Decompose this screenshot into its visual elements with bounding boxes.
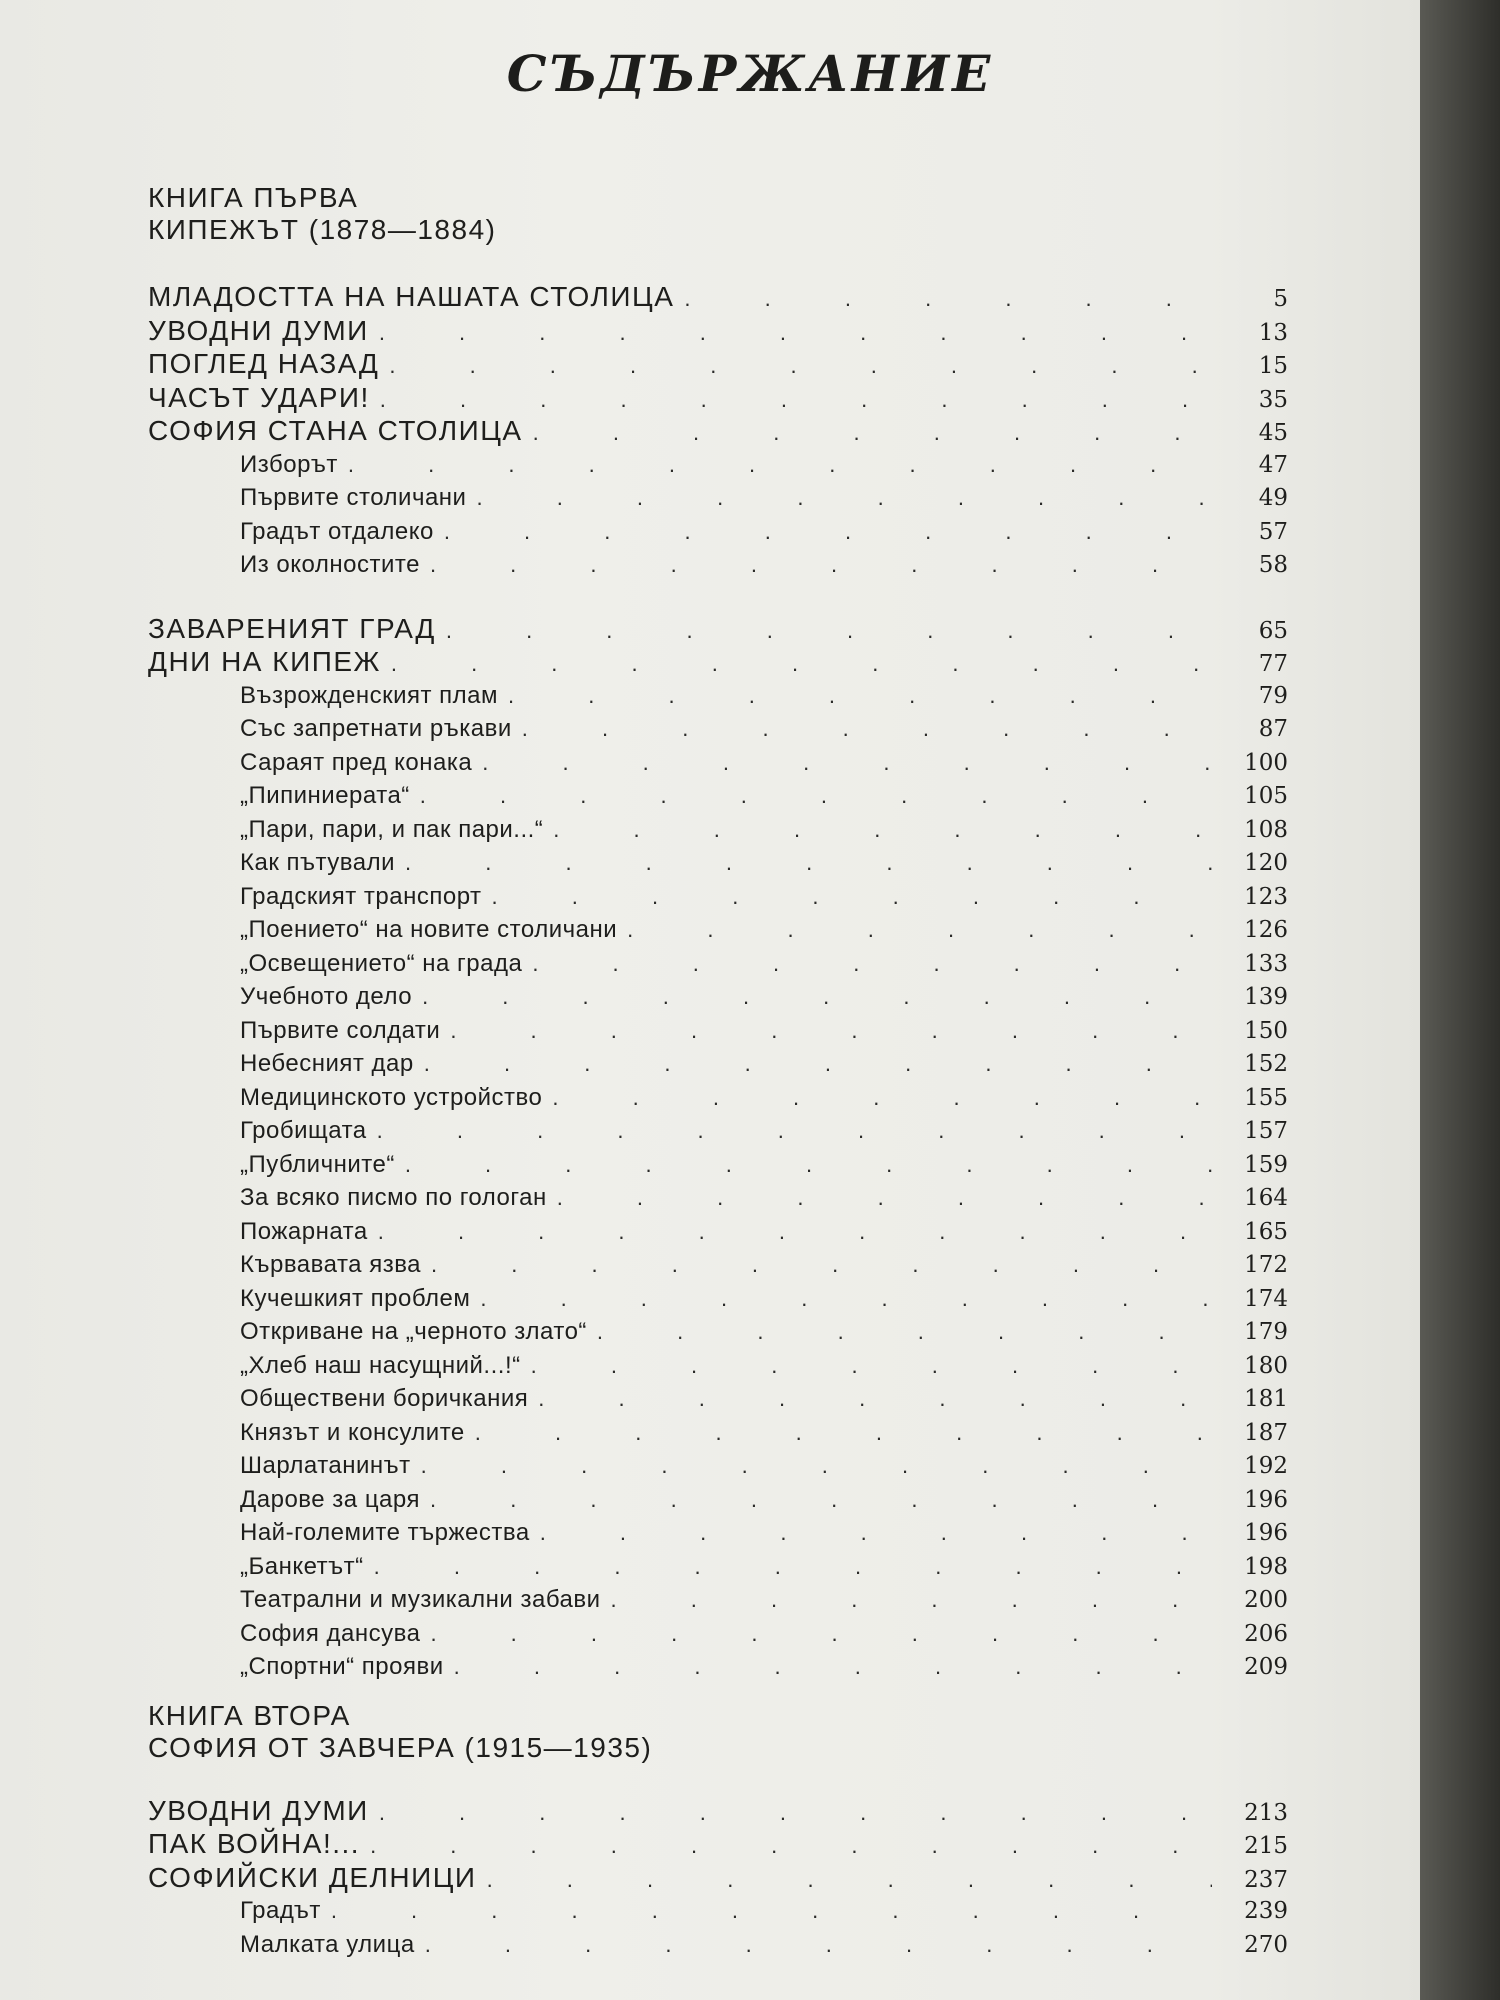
toc-page-number: 155 (1244, 1084, 1288, 1111)
toc-entry (148, 1315, 1288, 1349)
spacer (148, 1684, 1288, 1700)
toc-entry (148, 1047, 1288, 1081)
toc-page-number: 196 (1244, 1486, 1288, 1513)
toc-entry-title: Градът отдалеко (240, 517, 434, 545)
toc-entry (148, 1382, 1288, 1416)
dot-leader (430, 548, 1212, 582)
toc-entry (148, 381, 1288, 415)
toc-entry (148, 980, 1288, 1014)
toc-entry-title: Най-големите тържества (240, 1519, 530, 1546)
dot-leader (627, 913, 1212, 947)
book-one-subtitle: КИПЕЖЪТ (1878—1884) (148, 214, 497, 245)
toc-entry (148, 1282, 1288, 1316)
dot-leader (492, 880, 1212, 914)
toc-page-number: 165 (1244, 1218, 1288, 1245)
dot-leader (424, 1047, 1212, 1081)
toc-entry (148, 1861, 1288, 1895)
toc-entry-title: Пожарната (240, 1217, 368, 1245)
toc-entry (148, 1014, 1288, 1048)
toc-entry-title: Учебното дело (240, 983, 413, 1010)
toc-entry-title: Със запретнати ръкави (240, 715, 512, 742)
toc-page-number: 45 (1258, 420, 1288, 446)
toc-page-number: 35 (1258, 386, 1288, 413)
toc-page-number: 187 (1244, 1419, 1288, 1446)
toc-page-number: 13 (1258, 319, 1288, 346)
dot-leader (540, 1516, 1212, 1550)
toc-entry (148, 1794, 1288, 1828)
toc-page-number: 209 (1244, 1654, 1288, 1680)
toc-page-number: 87 (1258, 716, 1288, 742)
dot-leader (597, 1315, 1212, 1349)
toc-entry-title: Как пътували (240, 849, 395, 876)
toc-page-number: 49 (1258, 485, 1288, 511)
dot-leader (379, 316, 1212, 350)
toc-page-number: 181 (1244, 1386, 1288, 1412)
page-edge-shadow (1420, 0, 1500, 2000)
dot-leader (405, 1148, 1212, 1182)
toc-entry-title: За всяко писмо по гологан (240, 1184, 547, 1211)
toc-page-number: 105 (1244, 783, 1288, 809)
toc-page-number: 120 (1244, 850, 1288, 876)
toc-page-number: 65 (1258, 617, 1288, 644)
toc-entry (148, 1349, 1288, 1383)
toc-page-number: 79 (1258, 682, 1288, 709)
toc-page-number: 108 (1244, 816, 1288, 843)
toc-entry-title: МЛАДОСТТА НА НАШАТА СТОЛИЦА (148, 281, 675, 312)
toc-entry-title: Градският транспорт (240, 882, 482, 910)
dot-leader (374, 1550, 1212, 1584)
toc-entry (148, 448, 1288, 482)
book-two-label: КНИГА ВТОРА (148, 1699, 351, 1731)
dot-leader (391, 647, 1212, 681)
dot-leader (450, 1014, 1212, 1048)
toc-entry (148, 746, 1288, 780)
dot-leader (431, 1248, 1212, 1282)
toc-entry-title: София дансува (240, 1619, 421, 1647)
toc-entry-title: ЗАВАРЕНИЯТ ГРАД (148, 612, 436, 644)
dot-leader (684, 282, 1212, 316)
toc-entry (148, 1248, 1288, 1282)
toc-entry (148, 846, 1288, 880)
toc-entry (148, 1650, 1288, 1684)
toc-entry (148, 1081, 1288, 1115)
toc-group (148, 612, 1288, 1684)
dot-leader (422, 980, 1212, 1014)
toc-entry-title: Първите столичани (240, 484, 467, 511)
dot-leader (444, 515, 1212, 549)
toc-entry (148, 1583, 1288, 1617)
toc-entry-title: Небесният дар (240, 1050, 414, 1077)
toc-entry-title: Театрални и музикални забави (240, 1586, 601, 1613)
dot-leader (454, 1650, 1212, 1684)
dot-leader (532, 947, 1212, 981)
dot-leader (531, 1349, 1212, 1383)
toc-page-number: 172 (1244, 1252, 1288, 1278)
dot-leader (475, 1416, 1212, 1450)
toc-entry-title: „Хлеб наш насущний...!“ (240, 1351, 521, 1379)
toc-entry-title: Сараят пред конака (240, 748, 473, 776)
toc-entry (148, 1449, 1288, 1483)
toc-entry-title: Кучешкият проблем (240, 1284, 471, 1312)
toc-entry (148, 280, 1288, 314)
toc-entry-title: СОФИЙСКИ ДЕЛНИЦИ (148, 1861, 477, 1893)
toc-entry (148, 515, 1288, 549)
spacer (148, 246, 1288, 280)
toc-page-number: 215 (1244, 1833, 1288, 1859)
dot-leader (611, 1583, 1212, 1617)
dot-leader (405, 846, 1212, 880)
toc-entry (148, 1928, 1288, 1962)
toc-page-number: 239 (1244, 1898, 1288, 1924)
toc-page-number: 5 (1273, 286, 1288, 312)
toc-page-number: 47 (1258, 451, 1288, 478)
toc-page-number: 159 (1244, 1151, 1288, 1178)
spacer (148, 582, 1288, 612)
dot-leader (377, 1114, 1212, 1148)
toc-page-number: 213 (1244, 1799, 1288, 1826)
toc-entry (148, 414, 1288, 448)
toc-page-number: 206 (1244, 1620, 1288, 1647)
dot-leader (446, 614, 1212, 648)
toc-entry (148, 1617, 1288, 1651)
toc-entry (148, 712, 1288, 746)
dot-leader (476, 481, 1212, 515)
dot-leader (508, 679, 1212, 713)
toc-page-number: 152 (1244, 1051, 1288, 1077)
toc-entry (148, 314, 1288, 348)
toc-entry (148, 1215, 1288, 1249)
toc-page-number: 180 (1244, 1352, 1288, 1379)
toc-entry-title: Гробищата (240, 1117, 367, 1144)
toc-entry-title: Малката улица (240, 1930, 415, 1958)
spacer (148, 1764, 1288, 1794)
dot-leader (331, 1894, 1212, 1928)
toc-page-number: 164 (1244, 1185, 1288, 1211)
toc-entry-title: Откриване на „черното злато“ (240, 1318, 587, 1345)
toc-page-number: 58 (1258, 552, 1288, 578)
dot-leader (370, 1829, 1212, 1863)
toc-page-number: 150 (1244, 1017, 1288, 1044)
toc-entry (148, 813, 1288, 847)
toc-entry (148, 880, 1288, 914)
dot-leader (421, 1449, 1212, 1483)
dot-leader (430, 1483, 1212, 1517)
dot-leader (430, 1617, 1212, 1651)
toc-entry (148, 1516, 1288, 1550)
toc-entry-title: Медицинското устройство (240, 1083, 543, 1111)
dot-leader (425, 1928, 1212, 1962)
toc-entry-title: ПАК ВОЙНА!... (148, 1828, 361, 1859)
toc-entry (148, 947, 1288, 981)
toc-page-number: 237 (1244, 1866, 1288, 1893)
toc-entry-title: Обществени боричкания (240, 1385, 529, 1412)
toc-entry (148, 913, 1288, 947)
dot-leader (538, 1382, 1212, 1416)
toc-entry (148, 548, 1288, 582)
toc-entry (148, 1114, 1288, 1148)
toc-entry-title: Дарове за царя (240, 1485, 420, 1513)
dot-leader (552, 1081, 1212, 1115)
toc-entry (148, 347, 1288, 381)
dot-leader (522, 712, 1212, 746)
toc-page-number: 270 (1244, 1931, 1288, 1958)
toc-entry-title: „Пари, пари, и пак пари...“ (240, 815, 544, 843)
toc-entry (148, 1550, 1288, 1584)
dot-leader (487, 1863, 1212, 1897)
toc-page-number: 139 (1244, 984, 1288, 1010)
toc-entry (148, 1483, 1288, 1517)
toc-page-number: 174 (1244, 1285, 1288, 1312)
toc-entry-title: СОФИЯ СТАНА СТОЛИЦА (148, 415, 523, 446)
dot-leader (480, 1282, 1212, 1316)
toc-entry-title: ДНИ НА КИПЕЖ (148, 646, 381, 677)
toc-page-number: 126 (1244, 917, 1288, 943)
toc-entry-title: „Пипиниерата“ (240, 782, 410, 809)
toc-entry-title: Из околностите (240, 551, 420, 578)
toc-entry-title: Изборът (240, 450, 338, 478)
toc-entry (148, 612, 1288, 646)
dot-leader (380, 383, 1212, 417)
toc-group (148, 1794, 1288, 1962)
toc-entry (148, 779, 1288, 813)
toc-entry (148, 481, 1288, 515)
toc-entry-title: Князът и консулите (240, 1418, 465, 1446)
toc-entry-title: Кървавата язва (240, 1251, 422, 1278)
toc-page-number: 133 (1244, 950, 1288, 977)
toc-page-number: 200 (1244, 1587, 1288, 1613)
dot-leader (379, 1796, 1212, 1830)
dot-leader (482, 746, 1212, 780)
toc-entry-title: „Банкетът“ (240, 1552, 364, 1580)
toc-entry (148, 679, 1288, 713)
toc-page-number: 196 (1244, 1520, 1288, 1546)
toc-entry-title: „Освещението“ на града (240, 949, 523, 977)
toc-page-number: 123 (1244, 883, 1288, 910)
table-of-contents (148, 182, 1288, 1961)
toc-entry (148, 1148, 1288, 1182)
dot-leader (557, 1181, 1212, 1215)
dot-leader (348, 448, 1212, 482)
dot-leader (533, 416, 1212, 450)
book-two-subtitle: СОФИЯ ОТ ЗАВЧЕРА (1915—1935) (148, 1731, 653, 1763)
toc-entry (148, 1827, 1288, 1861)
dot-leader (389, 349, 1212, 383)
toc-entry-title: УВОДНИ ДУМИ (148, 1794, 369, 1826)
toc-page-number: 179 (1244, 1319, 1288, 1345)
toc-entry (148, 1416, 1288, 1450)
toc-page-number: 15 (1258, 353, 1288, 379)
toc-entry-title: ПОГЛЕД НАЗАД (148, 348, 380, 379)
dot-leader (553, 813, 1212, 847)
toc-entry-title: „Поението“ на новите столичани (240, 916, 618, 943)
toc-page-number: 100 (1244, 749, 1288, 776)
toc-entry-title: УВОДНИ ДУМИ (148, 314, 369, 346)
toc-entry-title: „Спортни“ прояви (240, 1653, 444, 1680)
toc-entry (148, 1181, 1288, 1215)
toc-entry-title: Шарлатанинът (240, 1452, 411, 1479)
toc-page-number: 157 (1244, 1118, 1288, 1144)
toc-page-number: 57 (1258, 518, 1288, 545)
toc-page-number: 77 (1258, 651, 1288, 677)
toc-group (148, 280, 1288, 582)
toc-page-number: 198 (1244, 1553, 1288, 1580)
toc-entry-title: „Публичните“ (240, 1150, 395, 1178)
toc-entry-title: ЧАСЪТ УДАРИ! (148, 381, 370, 413)
dot-leader (420, 779, 1212, 813)
book-one-label: КНИГА ПЪРВА (148, 182, 359, 213)
dot-leader (378, 1215, 1212, 1249)
toc-page-number: 192 (1244, 1453, 1288, 1479)
toc-entry-title: Възрожденският плам (240, 681, 499, 709)
page-title: СЪДЪРЖАНИЕ (506, 44, 994, 103)
toc-entry (148, 645, 1288, 679)
toc-entry-title: Първите солдати (240, 1016, 441, 1044)
toc-entry-title: Градът (240, 1897, 321, 1924)
toc-entry (148, 1894, 1288, 1928)
